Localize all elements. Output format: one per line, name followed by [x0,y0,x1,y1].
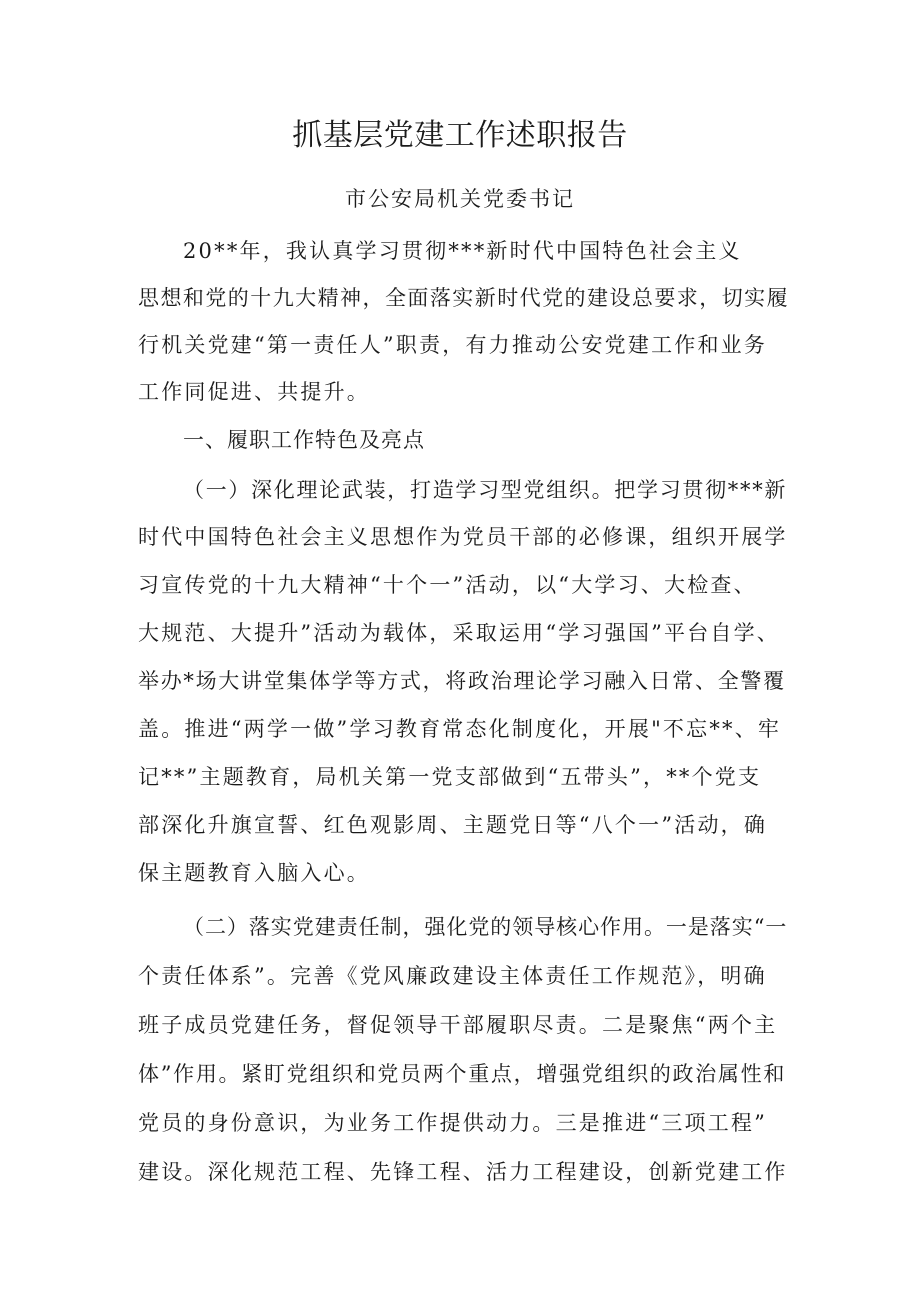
paragraph-line: 党员的身份意识，为业务工作提供动力。三是推进“三项工程” [138,1111,768,1135]
paragraph-line: 思想和党的十九大精神，全面落实新时代党的建设总要求，切实履 [138,286,790,310]
paragraph-line: 保主题教育入脑入心。 [138,861,370,885]
paragraph-line: 记**”主题教育，局机关第一党支部做到“五带头”，**个党支 [138,765,762,789]
paragraph-line: 建设。深化规范工程、先锋工程、活力工程建设，创新党建工作 [138,1160,788,1184]
paragraph-line: 盖。推进“两学一做”学习教育常态化制度化，开展"不忘**、牢 [138,717,782,741]
paragraph-line: 体”作用。紧盯党组织和党员两个重点，增强党组织的政治属性和 [138,1062,787,1086]
paragraph-line: 习宣传党的十九大精神“十个一”活动，以“大学习、大检查、 [138,573,757,597]
paragraph-line: 时代中国特色社会主义思想作为党员干部的必修课，组织开展学 [138,525,788,549]
paragraph-line: 举办*场大讲堂集体学等方式，将政治理论学习融入日常、全警覆 [138,669,786,693]
paragraph-line: 行机关党建“第一责任人”职责，有力推动公安党建工作和业务 [138,333,768,357]
paragraph-line: （二）落实党建责任制，强化党的领导核心作用。一是落实“一 [183,915,788,939]
paragraph-line: 部深化升旗宣誓、红色观影周、主题党日等“八个一”活动，确 [138,813,768,837]
author-line: 市公安局机关党委书记 [345,187,575,211]
paragraph-line: 班子成员党建任务，督促领导干部履职尽责。二是聚焦“两个主 [138,1013,778,1037]
paragraph-line: 个责任体系”。完善《党风廉政建设主体责任工作规范》，明确 [138,964,767,988]
paragraph-line: 工作同促进、共提升。 [138,380,370,404]
paragraph-line: （一）深化理论武装，打造学习型党组织。把学习贯彻***新 [183,478,788,502]
document-title: 抓基层党建工作述职报告 [292,118,628,153]
paragraph-line: 大规范、大提升”活动为载体，采取运用“学习强国”平台自学、 [138,621,781,645]
paragraph-line: 20**年，我认真学习贯彻***新时代中国特色社会主义 [183,239,742,263]
section-heading: 一、履职工作特色及亮点 [183,428,425,452]
